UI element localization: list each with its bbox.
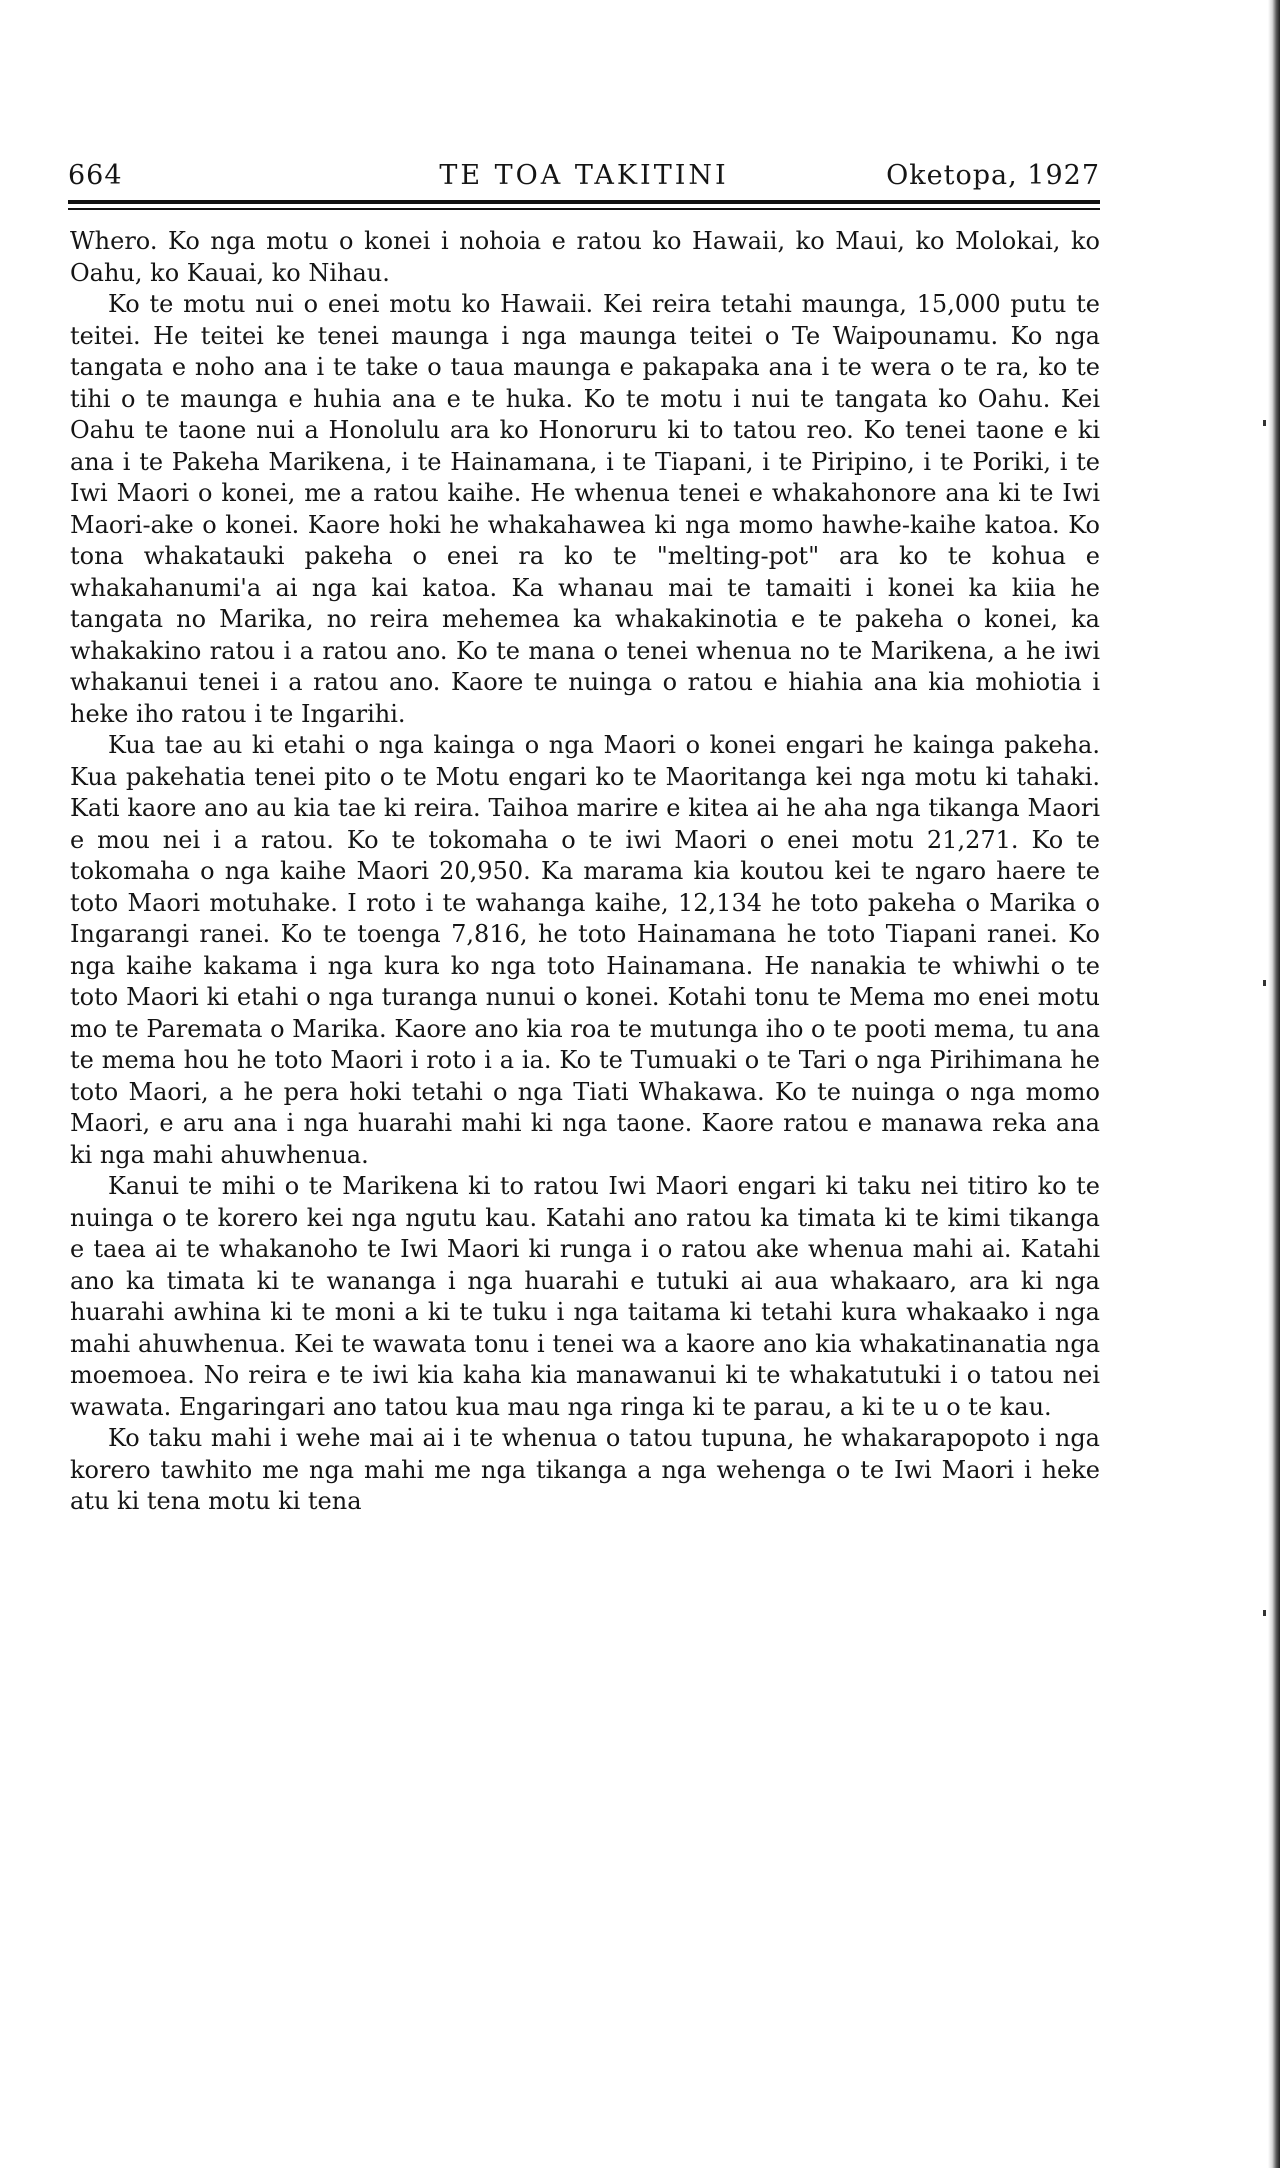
header-rule-thin [68, 208, 1100, 210]
scan-speck [1263, 420, 1266, 426]
binding-edge [1268, 0, 1280, 2168]
running-header [68, 156, 1100, 196]
issue-date: Oketopa, 1927 [886, 160, 1100, 191]
paragraph-hawaii-islands: Ko te motu nui o enei motu ko Hawaii. Kei reira tetahi maunga, 15,000 putu te teitei. He teitei ke tenei maunga i nga maunga teitei o Te Waipounamu. Ko nga tangata e noho ana i te take o taua maunga e pakapaka ana i te wera o te ra, ko te tihi o te maunga e huhia ana e te huka. Ko te motu i nui te tangata ko Oahu. Kei Oahu te taone nui a Honolulu ara ko Honoruru ki to tatou reo. Ko tenei taone e ki ana i te Pakeha Marikena, i te Hainamana, i te Tiapani, i te Piripino, i te Poriki, i te Iwi Maori o konei, me a ratou kaihe. He whenua tenei e whakahonore ana ki te Iwi Maori-ake o konei. Kaore hoki he whakahawea ki nga momo hawhe-kaihe katoa. Ko tona whakatauki pakeha o enei ra ko te "melting-pot" ara ko te kohua e whakahanumi'a ai nga kai katoa. Ka whanau mai te tamaiti i konei ka kiia he tangata no Marika, no reira mehemea ka whakakinotia e te pakeha o konei, ka whakakino ratou i a ratou ano. Ko te mana o tenei whenua no te Marikena, a he iwi whakanui tenei i a ratou ano. Kaore te nuinga o ratou e hiahia ana kia mohiotia i heke iho ratou i te Ingarihi. [70, 290, 1100, 728]
scan-speck [1263, 1610, 1266, 1616]
running-title: TE TOA TAKITINI [439, 160, 729, 191]
paragraph-continued: Whero. Ko nga motu o konei i nohoia e ratou ko Hawaii, ko Maui, ko Molokai, ko Oahu, ko Kauai, ko Nihau. [70, 227, 1100, 287]
scan-speck [1263, 980, 1266, 986]
header-rule-thick [68, 200, 1100, 204]
paragraph-american-praise: Kanui te mihi o te Marikena ki to ratou Iwi Maori engari ki taku nei titiro ko te nuinga o te korero kei nga ngutu kau. Katahi ano ratou ka timata ki te kimi tikanga e taea ai te whakanoho te Iwi Maori ki runga i o ratou ake whenua mahi ai. Katahi ano ka timata ki te wananga i nga huarahi e tutuki ai aua whakaaro, ara ki nga huarahi awhina ki te moni a ki te tuku i nga taitama ki tetahi kura whakaako i nga mahi ahuwhenua. Kei te wawata tonu i tenei wa a kaore ano kia whakatinanatia nga moemoea. No reira e te iwi kia kaha kia manawanui ki te whakatutuki i o tatou nei wawata. Engaringari ano tatou kua mau nga ringa ki te parau, a ki te u o te kau. [70, 1172, 1100, 1421]
paragraph-purpose-of-journey: Ko taku mahi i wehe mai ai i te whenua o tatou tupuna, he whakarapopoto i nga korero tawhito me nga mahi me nga tikanga a nga wehenga o te Iwi Maori i heke atu ki tena motu ki tena [70, 1424, 1100, 1515]
paragraph-maori-villages: Kua tae au ki etahi o nga kainga o nga Maori o konei engari he kainga pakeha. Kua pakehatia tenei pito o te Motu engari ko te Maoritanga kei nga motu ki tahaki. Kati kaore ano au kia tae ki reira. Taihoa marire e kitea ai he aha nga tikanga Maori e mou nei i a ratou. Ko te tokomaha o te iwi Maori o enei motu 21,271. Ko te tokomaha o nga kaihe Maori 20,950. Ka marama kia koutou kei te ngaro haere te toto Maori motuhake. I roto i te wahanga kaihe, 12,134 he toto pakeha o Marika o Ingarangi ranei. Ko te toenga 7,816, he toto Hainamana he toto Tiapani ranei. Ko nga kaihe kakama i nga kura ko nga toto Hainamana. He nanakia te whiwhi o te toto Maori ki etahi o nga turanga nunui o konei. Kotahi tonu te Mema mo enei motu mo te Paremata o Marika. Kaore ano kia roa te mutunga iho o te pooti mema, tu ana te mema hou he toto Maori i roto i a ia. Ko te Tumuaki o te Tari o nga Pirihimana he toto Maori, a he pera hoki tetahi o nga Tiati Whakawa. Ko te nuinga o nga momo Maori, e aru ana i nga huarahi mahi ki nga taone. Kaore ratou e manawa reka ana ki nga mahi ahuwhenua. [70, 731, 1100, 1169]
article-body [70, 226, 1100, 1518]
page-number: 664 [68, 160, 123, 191]
